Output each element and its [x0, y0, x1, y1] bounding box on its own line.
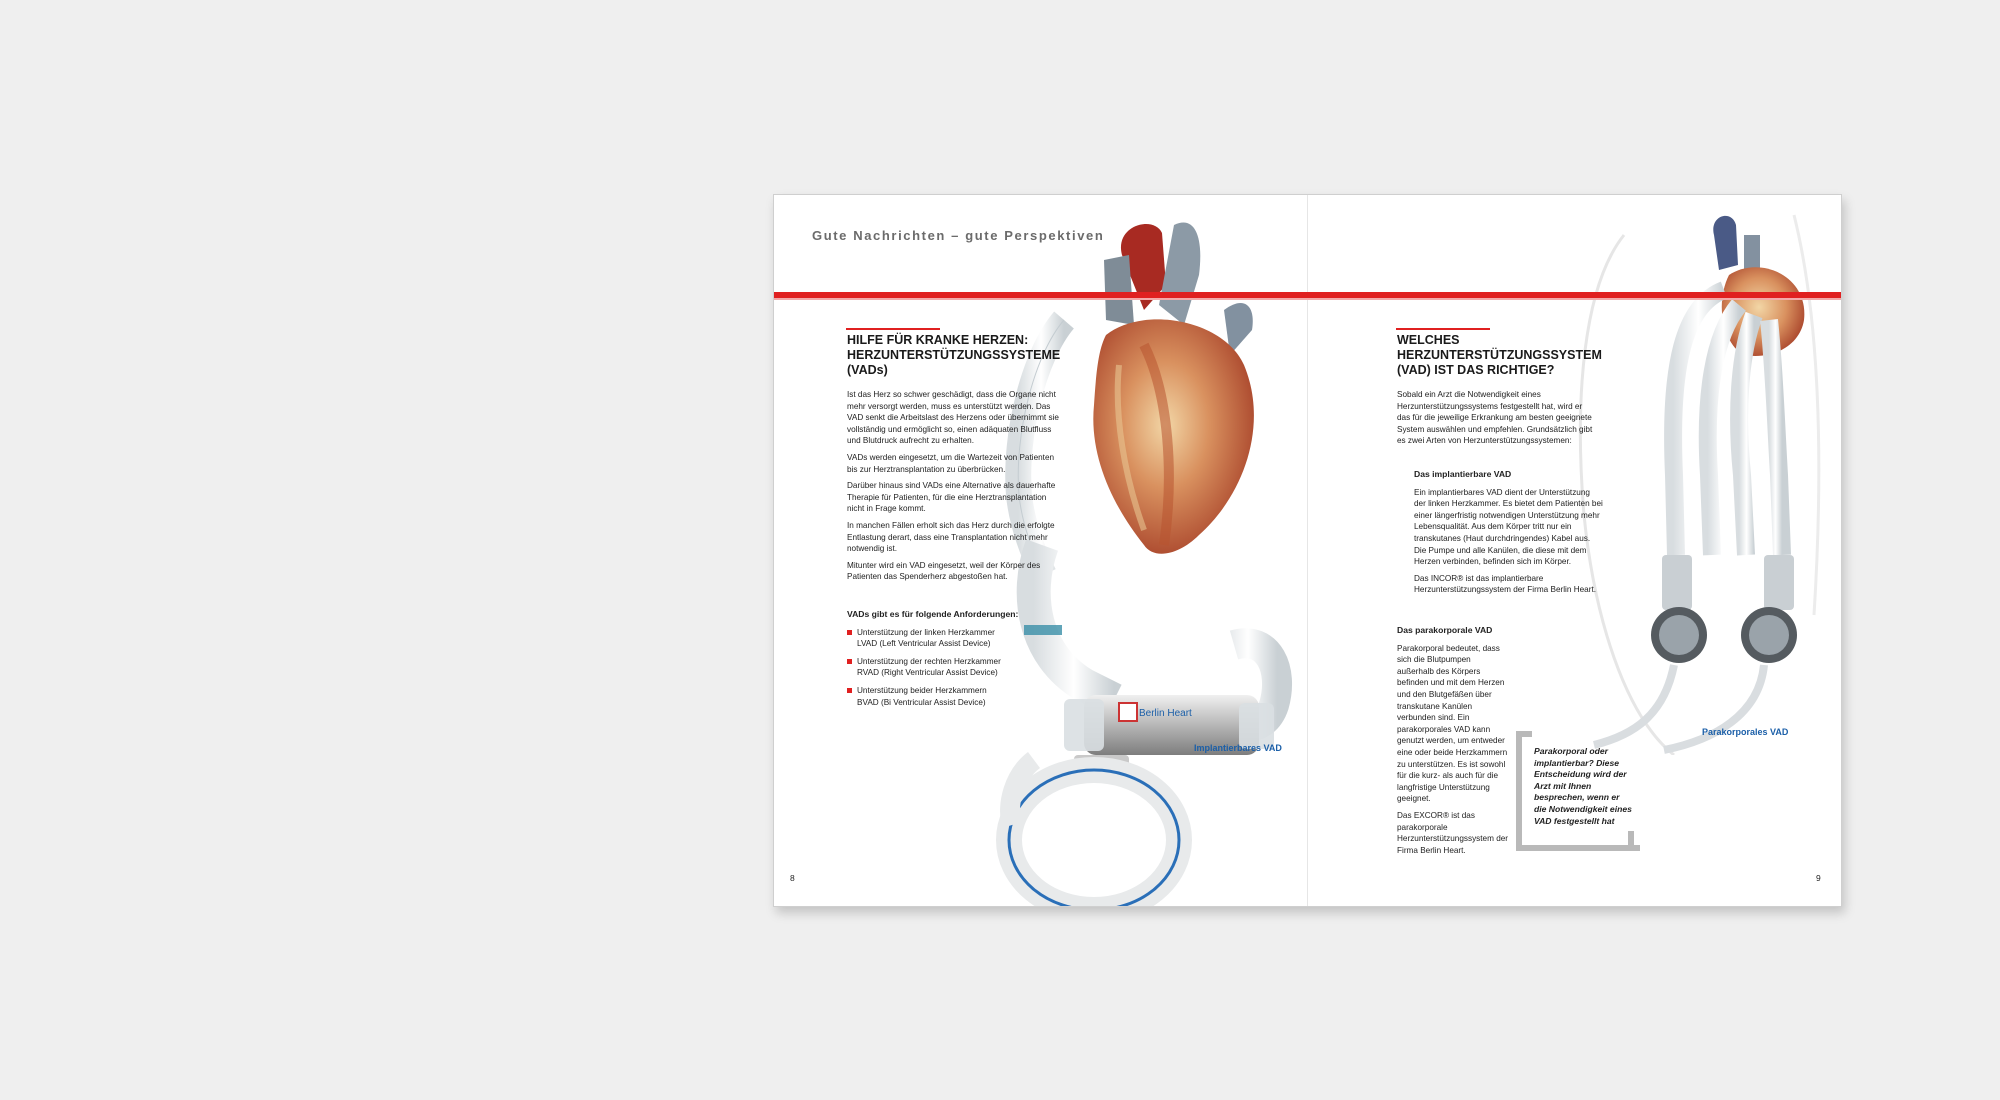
section-paragraph: Parakorporal bedeutet, dass sich die Blutpumpen außerhalb des Körpers befinden und mit dem Herzen und den Blutgefäßen über transkutane Kanülen verbunden sind. Ein parakorporales VAD kann genutzt werden, um entweder eine oder beide Herzkammern zu unterstützen. Es ist sowohl für die kurz- als auch für die langfristige Unterstützung geeignet.: [1397, 643, 1508, 804]
heading-line: HERZUNTERSTÜTZUNGSSYSTEME: [847, 348, 1061, 362]
list-item: [847, 656, 1062, 679]
requirement-line: Unterstützung beider Herzkammern: [857, 685, 987, 695]
left-heading-rule: [846, 328, 940, 330]
section-note: Das INCOR® ist das implantierbare Herzunterstützungssystem der Firma Berlin Heart.: [1414, 573, 1597, 595]
left-body-text: [847, 389, 1062, 588]
heading-line: (VADs): [847, 363, 888, 377]
page-number-right: 9: [1816, 873, 1821, 883]
body-paragraph: VADs werden eingesetzt, um die Wartezeit von Patienten bis zur Herztransplantation zu überbrücken.: [847, 452, 1055, 474]
paracorporeal-section: [1397, 625, 1509, 861]
implantable-vad-caption: Implantierbares VAD: [1194, 743, 1282, 753]
heading-line: HERZUNTERSTÜTZUNGSSYSTEM: [1397, 348, 1602, 362]
quote-bracket-corner: [1516, 731, 1532, 737]
section-title: Das parakorporale VAD: [1397, 625, 1493, 635]
body-paragraph: Mitunter wird ein VAD eingesetzt, weil der Körper des Patienten das Spenderherz abgestoßen hat.: [847, 560, 1041, 582]
body-paragraph: Darüber hinaus sind VADs eine Alternative als dauerhafte Therapie für Patienten, für die eine Herztransplantation nicht in Frage kommt.: [847, 481, 1056, 514]
section-note: Das EXCOR® ist das parakorporale Herzunterstützungssystem der Firma Berlin Heart.: [1397, 810, 1509, 855]
requirement-abbrev: LVAD (Left Ventricular Assist Device): [857, 639, 991, 649]
running-title: Gute Nachrichten – gute Perspektiven: [812, 228, 1105, 243]
right-page-heading: [1397, 333, 1602, 378]
body-paragraph: Ist das Herz so schwer geschädigt, dass die Organe nicht mehr versorgt werden, muss es unterstützt werden. Das VAD senkt die Arbeitslast des Herzens oder übernimmt sie vollständig und ermöglicht so, einen adäquaten Blutfluss und Blutdruck aufrecht zu erhalten.: [847, 390, 1059, 446]
paracorporeal-vad-caption: Parakorporales VAD: [1702, 727, 1789, 737]
red-header-band-shadow: [774, 298, 1841, 300]
heading-line: (VAD) IST DAS RICHTIGE?: [1397, 363, 1555, 377]
pull-quote: Parakorporal oder implantierbar? Diese Entscheidung wird der Arzt mit Ihnen besprechen, wenn er die Notwendigkeit eines VAD festgestellt hat: [1534, 746, 1632, 826]
requirement-abbrev: RVAD (Right Ventricular Assist Device): [857, 668, 998, 678]
heading-line: HILFE FÜR KRANKE HERZEN:: [847, 333, 1029, 347]
section-paragraph: Ein implantierbares VAD dient der Unterstützung der linken Herzkammer. Es bietet dem Patienten bei einer längerfristig notwendigen Unterstützung mehr Lebensqualität. Aus dem Körper tritt nur ein transkutanes (Haut durchdringendes) Kabel aus. Die Pumpe und alle Kanülen, die diese mit dem Herzen verbinden, befinden sich im Körper.: [1414, 487, 1603, 567]
requirement-abbrev: BVAD (Bi Ventricular Assist Device): [857, 697, 986, 707]
section-title: Das implantierbare VAD: [1414, 469, 1512, 479]
left-page-heading: [847, 333, 1060, 378]
right-heading-rule: [1396, 328, 1490, 330]
requirements-block: [847, 609, 1062, 714]
intro-paragraph: Sobald ein Arzt die Notwendigkeit eines Herzunterstützungssystems festgestellt hat, wird er das für die jeweilige Erkrankung am besten geeignete System auswählen und empfehlen. Grundsätzlich gibt es zwei Arten von Herzunterstützungssystemen:: [1397, 390, 1593, 446]
heading-line: WELCHES: [1397, 333, 1460, 347]
right-intro-text: [1397, 389, 1597, 452]
requirement-line: Unterstützung der rechten Herzkammer: [857, 656, 1001, 666]
quote-bracket-corner: [1628, 831, 1634, 851]
list-item: [847, 627, 1062, 650]
requirements-list: [847, 627, 1062, 709]
requirements-title: VADs gibt es für folgende Anforderungen:: [847, 609, 1019, 619]
body-paragraph: In manchen Fällen erholt sich das Herz durch die erfolgte Entlastung derart, dass eine Transplantation nicht mehr notwendig ist.: [847, 520, 1055, 554]
implantable-section: [1414, 469, 1604, 601]
brochure-spread: [773, 194, 1842, 907]
page-number-left: 8: [790, 873, 795, 883]
paracorporeal-vad-illustration: [1564, 195, 1834, 755]
berlin-heart-label: Berlin Heart: [1139, 708, 1192, 719]
requirement-line: Unterstützung der linken Herzkammer: [857, 627, 995, 637]
center-gutter: [1307, 195, 1308, 906]
list-item: [847, 685, 1062, 708]
